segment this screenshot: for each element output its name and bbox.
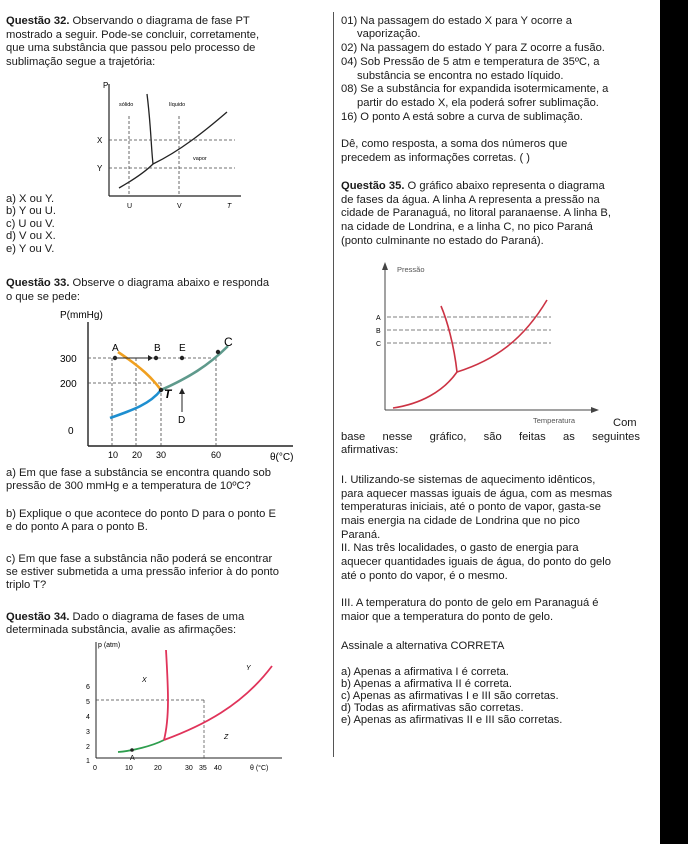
- q33-label-e: E: [179, 343, 186, 354]
- q32-region-vapor: vapor: [193, 156, 207, 162]
- q32-label-t: T: [227, 203, 232, 210]
- q33-y-axis-label: P(mmHg): [60, 310, 103, 321]
- q35-sublimation-curve: [393, 372, 457, 408]
- q35-y-axis-label: Pressão: [397, 265, 425, 274]
- q33-phase-diagram: [48, 306, 318, 466]
- q33-item-a-1: a) Em que fase a substância se encontra quando sob: [6, 467, 271, 479]
- q34-tick-4: 4: [86, 714, 90, 721]
- q32-line-1: [6, 15, 328, 29]
- q35-option-a[interactable]: a) Apenas a afirmativa I é correta.: [341, 666, 509, 678]
- q33-item-b-2: e do ponto A para o ponto B.: [6, 521, 148, 533]
- q32-vaporization-curve: [153, 112, 227, 164]
- q34-vaporization-curve: [164, 666, 272, 740]
- q34-tick-6: 6: [86, 684, 90, 691]
- q34-tick-x-30: 30: [185, 765, 193, 772]
- q34-title: Questão 34.: [6, 611, 70, 623]
- q33-point-b: [154, 356, 158, 360]
- q32-line-2: mostrado a seguir. Pode-se concluir, corretamente,: [6, 29, 260, 41]
- q32-line-3: que uma substância que passou pelo processo de: [6, 42, 256, 54]
- q35-phase-diagram: [365, 250, 605, 428]
- q33-label-b: B: [154, 343, 161, 354]
- q33-label-c: C: [224, 335, 233, 349]
- q33-tick-200: 200: [60, 379, 77, 390]
- q32-label-u: U: [127, 203, 133, 210]
- q33-tick-30: 30: [156, 450, 167, 460]
- q32-region-liquid: líquido: [169, 102, 186, 108]
- q34-tick-5: 5: [86, 699, 90, 706]
- q35-assinale: Assinale a alternativa CORRETA: [341, 640, 505, 652]
- q33-x-axis-label: θ(°C): [270, 452, 294, 463]
- q34-tick-2: 2: [86, 744, 90, 751]
- q32-label-y: Y: [97, 164, 103, 173]
- q34-label-x: X: [142, 677, 147, 684]
- right-black-bar: [660, 0, 688, 844]
- q33-item-b-1: b) Explique o que acontece do ponto D para o ponto E: [6, 508, 276, 520]
- q34-tick-x-0: 0: [93, 765, 97, 772]
- q34-text-1: Dado o diagrama de fases de uma: [72, 611, 245, 623]
- q32-phase-diagram: [85, 76, 245, 216]
- q34-line-2: determinada substância, avalie as afirmações:: [6, 624, 237, 636]
- q34-line-1: [6, 611, 244, 625]
- q32-region-solid: sólido: [119, 102, 134, 108]
- q32-line-4: sublimação segue a trajetória:: [6, 56, 156, 68]
- q35-x-arrowhead: [591, 407, 599, 413]
- q35-stmt-iii-1: III. A temperatura do ponto de gelo em Paranaguá é: [341, 597, 599, 609]
- q32-option-b[interactable]: b) Y ou U.: [6, 205, 56, 217]
- q34-stmt-08-b: partir do estado X, ela poderá sofrer sublimação.: [357, 97, 599, 109]
- q34-x-axis-label: θ (°C): [250, 765, 269, 772]
- q32-label-v: V: [177, 203, 182, 210]
- q34-label-z: Z: [224, 734, 229, 741]
- q35-after-graph-1: base nesse gráfico, são feitas as seguintes: [341, 431, 640, 443]
- q32-title: Questão 32.: [6, 15, 70, 27]
- q34-tick-x-10: 10: [125, 765, 133, 772]
- q35-stmt-i-3: temperaturas iniciais, até o ponto de vapor, gasta-se: [341, 501, 601, 513]
- q33-tick-10: 10: [108, 450, 119, 460]
- q35-option-d[interactable]: d) Todas as afirmativas são corretas.: [341, 702, 524, 714]
- q34-fusion-curve: [164, 650, 168, 740]
- q35-option-c[interactable]: c) Apenas as afirmativas I e III são corretas.: [341, 690, 559, 702]
- q32-option-e[interactable]: e) Y ou V.: [6, 243, 55, 255]
- q34-label-a: A: [130, 755, 135, 762]
- q35-stmt-i-4: mais energia na cidade de Londrina que no pico: [341, 515, 580, 527]
- q35-stmt-i-1: I. Utilizando-se sistemas de aquecimento idênticos,: [341, 474, 596, 486]
- q33-item-c-2: se estiver submetida a uma pressão inferior à do ponto: [6, 566, 280, 578]
- q32-axis-p: P: [103, 81, 109, 90]
- q35-fusion-curve: [441, 306, 457, 372]
- q35-option-e[interactable]: e) Apenas as afirmativas II e III são corretas.: [341, 714, 563, 726]
- q33-sublimation-curve: [110, 390, 161, 418]
- q33-label-t: T: [164, 387, 172, 401]
- q35-option-b[interactable]: b) Apenas a afirmativa II é correta.: [341, 678, 513, 690]
- q33-point-e: [180, 356, 184, 360]
- q33-point-c: [216, 350, 220, 354]
- q35-line-5: (ponto culminante no estado do Paraná).: [341, 235, 544, 247]
- q32-option-c[interactable]: c) U ou V.: [6, 218, 55, 230]
- q35-vaporization-curve: [457, 300, 547, 372]
- q34-answer-prompt-2: precedem as informações corretas. ( ): [341, 152, 531, 164]
- q35-stmt-i-2: para aquecer massas iguais de água, com as mesmas: [341, 488, 613, 500]
- q35-after-graph-tail: Com: [613, 417, 637, 429]
- q34-answer-prompt-1: Dê, como resposta, a soma dos números que: [341, 138, 568, 150]
- q34-stmt-16: 16) O ponto A está sobre a curva de sublimação.: [341, 111, 583, 123]
- q35-after-graph-2: afirmativas:: [341, 444, 399, 456]
- q34-tick-x-35: 35: [199, 765, 207, 772]
- q34-stmt-04-b: substância se encontra no estado líquido.: [357, 70, 564, 82]
- q34-tick-x-20: 20: [154, 765, 162, 772]
- q32-option-a[interactable]: a) X ou Y.: [6, 193, 55, 205]
- q32-fusion-curve: [147, 94, 153, 164]
- q35-stmt-ii-2: aquecer quantidades iguais de água, do ponto do gelo: [341, 556, 611, 568]
- q34-tick-x-40: 40: [214, 765, 222, 772]
- q33-label-d: D: [178, 415, 186, 426]
- q33-intro-1: Observe o diagrama abaixo e responda: [72, 277, 270, 289]
- q33-point-a: [113, 356, 117, 360]
- q34-tick-1: 1: [86, 758, 90, 765]
- q35-line-3: cidade de Paranaguá, no litoral paranaense. A linha B,: [341, 207, 611, 219]
- q32-text-1: Observando o diagrama de fase PT: [72, 15, 250, 27]
- q33-point-t: [159, 388, 163, 392]
- q33-item-c-1: c) Em que fase a substância não poderá se encontrar: [6, 553, 273, 565]
- q34-point-a: [130, 748, 134, 752]
- q33-intro-2: o que se pede:: [6, 291, 81, 303]
- q34-label-y: Y: [246, 665, 251, 672]
- q35-stmt-i-5: Paraná.: [341, 529, 381, 541]
- q33-tick-0: 0: [68, 426, 74, 437]
- q35-text-1: O gráfico abaixo representa o diagrama: [407, 180, 605, 192]
- q32-label-x: X: [97, 136, 103, 145]
- q35-stmt-iii-2: maior que a temperatura do ponto de gelo.: [341, 611, 554, 623]
- q33-arrowhead-a-b: [148, 355, 153, 361]
- q35-title: Questão 35.: [341, 180, 405, 192]
- q35-label-c: C: [376, 341, 382, 348]
- q35-line-1: [341, 180, 605, 194]
- q34-stmt-02: 02) Na passagem do estado Y para Z ocorre a fusão.: [341, 42, 605, 54]
- q34-stmt-01-b: vaporização.: [357, 28, 421, 40]
- q34-phase-diagram: [82, 636, 292, 776]
- q33-arrowhead-d-e: [179, 388, 185, 394]
- q34-stmt-01-a: 01) Na passagem do estado X para Y ocorre a: [341, 15, 572, 27]
- q35-stmt-ii-1: II. Nas três localidades, o gasto de energia para: [341, 542, 579, 554]
- q33-label-a: A: [112, 343, 119, 354]
- q34-tick-3: 3: [86, 729, 90, 736]
- q35-line-4: na cidade de Londrina, e a linha C, no pico Paraná: [341, 221, 593, 233]
- q34-sublimation-curve: [118, 740, 164, 752]
- q34-y-axis-label: p (atm): [98, 642, 121, 649]
- column-divider: [333, 12, 334, 757]
- q35-label-a: A: [376, 315, 381, 322]
- q33-item-a-2: pressão de 300 mmHg e a temperatura de 10ºC?: [6, 480, 251, 492]
- q33-item-c-3: triplo T?: [6, 579, 47, 591]
- q33-title: Questão 33.: [6, 277, 70, 289]
- q33-tick-20: 20: [132, 450, 143, 460]
- q35-label-b: B: [376, 328, 381, 335]
- q34-stmt-04-a: 04) Sob Pressão de 5 atm e temperatura de 35ºC, a: [341, 56, 600, 68]
- q33-tick-300: 300: [60, 354, 77, 365]
- q35-stmt-ii-3: até o ponto do vapor, é o mesmo.: [341, 570, 508, 582]
- q35-line-2: de fases da água. A linha A representa a pressão na: [341, 194, 600, 206]
- q35-x-axis-label: Temperatura: [533, 416, 576, 425]
- q33-tick-60: 60: [211, 450, 222, 460]
- q33-line-1: [6, 277, 269, 291]
- q32-option-d[interactable]: d) V ou X.: [6, 230, 56, 242]
- q34-stmt-08-a: 08) Se a substância for expandida isotermicamente, a: [341, 83, 609, 95]
